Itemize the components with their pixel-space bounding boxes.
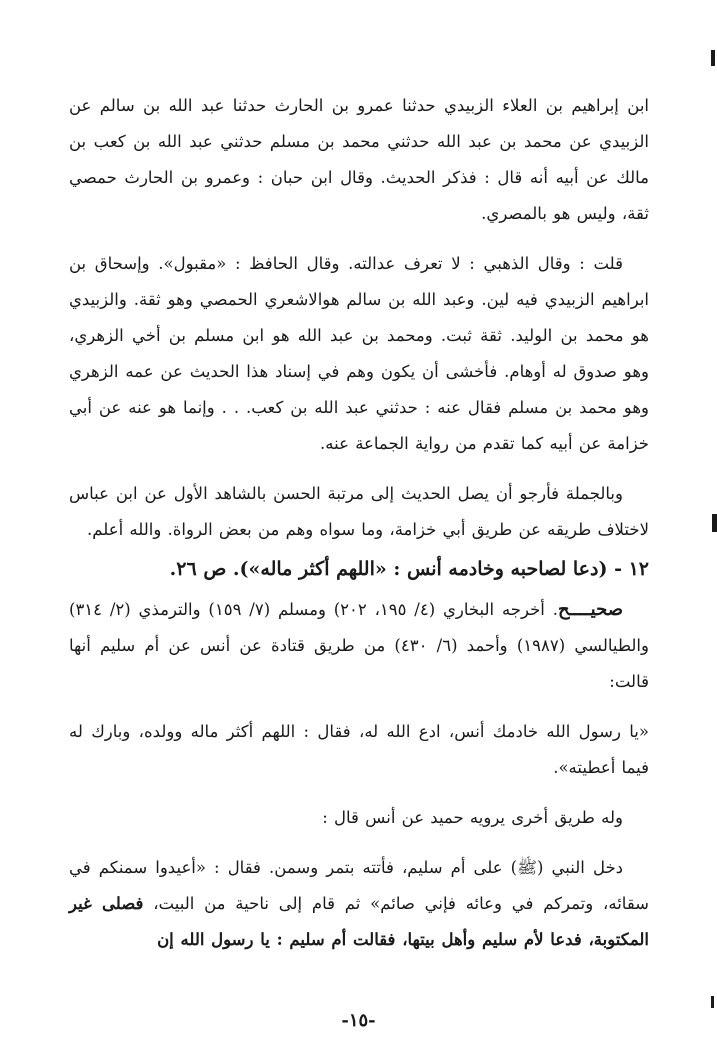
paragraph-conclusion: وبالجملة فأرجو أن يصل الحديث إلى مرتبة الحسن بالشاهد الأول عن ابن عباس لاختلاف طريقه عن طريق أبي خزامة، وما سواه وهم من بعض الرواة. والله أعلم.	[69, 484, 649, 539]
scan-edge-mark	[711, 50, 715, 66]
narration-bold-text: فصلى غير المكتوبة، فدعا لأم سليم وأهل بيتها، فقالت أم سليم : يا رسول الله إن	[69, 894, 649, 949]
paragraph-quote: «يا رسول الله خادمك أنس، ادع الله له، فقال : اللهم أكثر ماله وولده، وبارك له فيما أعطيته».	[69, 722, 649, 777]
document-body	[69, 88, 649, 958]
scan-edge-mark	[712, 514, 717, 532]
page-number: -١٥-	[341, 1010, 376, 1031]
paragraph-gap	[69, 786, 649, 800]
scan-edge-mark	[711, 996, 714, 1008]
narration-text: دخل النبي (ﷺ) على أم سليم، فأتته بتمر وسمن. فقال : «أعيدوا سمنكم في سقائه، وتمركم في وعائه فإني صائم» ثم قام إلى ناحية من البيت،	[69, 858, 649, 913]
paragraph-gap	[69, 232, 649, 246]
takhrij-text: . أخرجه البخاري (٤/ ١٩٥، ٢٠٢) ومسلم (٧/ ١٥٩) والترمذي (٢/ ٣١٤) والطيالسي (١٩٨٧) وأحمد (٦/ ٤٣٠) من طريق قتادة عن أنس عن أم سليم أنها قالت:	[69, 600, 649, 691]
paragraph-gap	[69, 836, 649, 850]
grade-label: صحيــــح	[557, 599, 623, 620]
paragraph-takhrij	[69, 592, 649, 700]
paragraph-gap	[69, 700, 649, 714]
paragraph-critique: قلت : وقال الذهبي : لا تعرف عدالته. وقال الحافظ : «مقبول». وإسحاق بن ابراهيم الزبيدي فيه لين. وعبد الله بن سالم هوالاشعري الحمصي وهو ثقة. والزبيدي هو محمد بن الوليد. ثقة ثبت. ومحمد بن عبد الله هو ابن مسلم بن أخي الزهري، وهو صدوق له أوهام. فأخشى أن يكون وهم في إسناد هذا الحديث عن عمه الزهري وهو محمد بن مسلم فقال عنه : حدثني عبد الله بن كعب. . . وإنما هو عنه عن أبي خزامة عن أبيه كما تقدم من رواية الجماعة عنه.	[69, 254, 649, 453]
paragraph-other-route: وله طريق أخرى يرويه حميد عن أنس قال :	[322, 808, 623, 827]
paragraph-isnad: ابن إبراهيم بن العلاء الزبيدي حدثنا عمرو بن الحارث حدثنا عبد الله بن سالم عن الزبيدي عن محمد بن عبد الله حدثني محمد بن مسلم حدثني عبد الله بن كعب بن مالك عن أبيه أنه قال : فذكر الحديث. وقال ابن حبان : وعمرو بن الحارث حمصي ثقة، وليس هو بالمصري.	[69, 96, 649, 223]
paragraph-gap	[69, 462, 649, 476]
paragraph-narration	[69, 850, 649, 958]
hadith-heading: ١٢ - (دعا لصاحبه وخادمه أنس : «اللهم أكثر ماله»). ص ٢٦.	[169, 558, 649, 580]
